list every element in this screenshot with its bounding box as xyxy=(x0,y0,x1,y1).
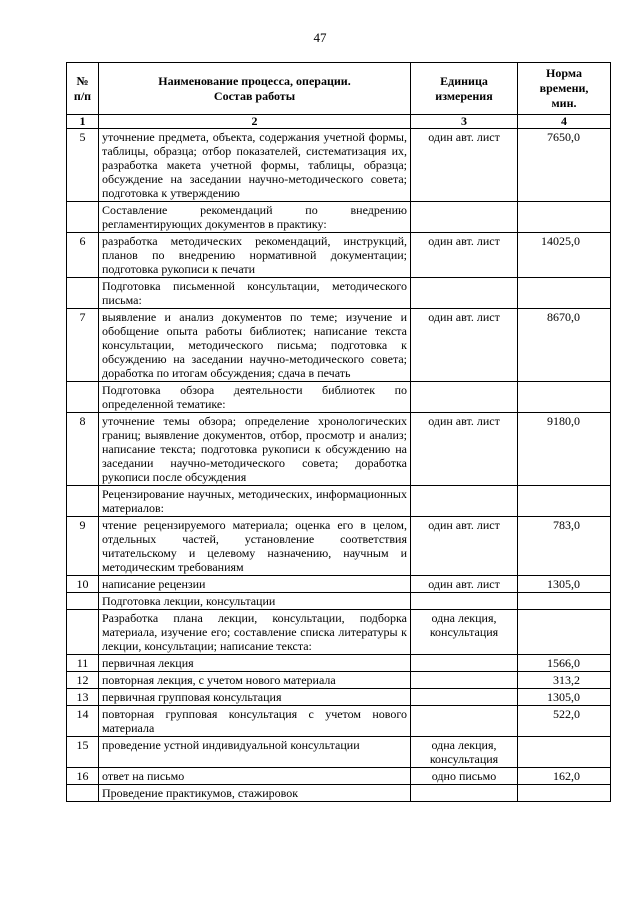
row-unit: одна лекция, консультация xyxy=(411,610,518,655)
page-number: 47 xyxy=(313,30,327,45)
row-description: повторная групповая консультация с учетом нового материала xyxy=(99,706,411,737)
row-number: 6 xyxy=(67,233,99,278)
row-description: написание рецензии xyxy=(99,576,411,593)
row-description: выявление и анализ документов по теме; изучение и обобщение опыта работы библиотек; написание текста консультации, методического письма; подготовка к обсуждению на заседании научно-методического совета; доработка по итогам обсуждения; сдача в печать xyxy=(99,309,411,382)
column-index: 1 xyxy=(67,115,99,129)
row-number: 10 xyxy=(67,576,99,593)
row-time-norm: 7650,0 xyxy=(518,129,611,202)
row-unit xyxy=(411,689,518,706)
row-time-norm xyxy=(518,593,611,610)
table-row xyxy=(67,517,611,576)
row-time-norm: 522,0 xyxy=(518,706,611,737)
row-unit: одна лекция, консультация xyxy=(411,737,518,768)
row-time-norm xyxy=(518,382,611,413)
table-row xyxy=(67,610,611,655)
row-time-norm xyxy=(518,486,611,517)
row-number: 9 xyxy=(67,517,99,576)
row-unit xyxy=(411,672,518,689)
row-time-norm: 1566,0 xyxy=(518,655,611,672)
row-number xyxy=(67,202,99,233)
table-row xyxy=(67,689,611,706)
row-number xyxy=(67,278,99,309)
row-number: 15 xyxy=(67,737,99,768)
row-time-norm xyxy=(518,278,611,309)
row-time-norm: 1305,0 xyxy=(518,689,611,706)
row-unit xyxy=(411,486,518,517)
row-description: чтение рецензируемого материала; оценка его в целом, отдельных частей, установление соответствия читательскому и целевому назначению, научным и методическим требованиям xyxy=(99,517,411,576)
row-description: Подготовка письменной консультации, методического письма: xyxy=(99,278,411,309)
row-description: Составление рекомендаций по внедрению регламентирующих документов в практику: xyxy=(99,202,411,233)
row-description: проведение устной индивидуальной консультации xyxy=(99,737,411,768)
table-row xyxy=(67,233,611,278)
row-description: Рецензирование научных, методических, информационных материалов: xyxy=(99,486,411,517)
row-number: 13 xyxy=(67,689,99,706)
row-unit xyxy=(411,706,518,737)
row-description: повторная лекция, с учетом нового материала xyxy=(99,672,411,689)
row-number xyxy=(67,785,99,802)
row-number xyxy=(67,486,99,517)
row-unit: один авт. лист xyxy=(411,233,518,278)
table-row xyxy=(67,309,611,382)
row-time-norm xyxy=(518,737,611,768)
column-index: 4 xyxy=(518,115,611,129)
row-description: разработка методических рекомендаций, инструкций, планов по внедрению нормативной документации; подготовка рукописи к печати xyxy=(99,233,411,278)
row-unit xyxy=(411,593,518,610)
row-unit: один авт. лист xyxy=(411,129,518,202)
table-row xyxy=(67,785,611,802)
row-time-norm: 313,2 xyxy=(518,672,611,689)
row-unit: одно письмо xyxy=(411,768,518,785)
row-description: первичная лекция xyxy=(99,655,411,672)
row-number: 12 xyxy=(67,672,99,689)
table-body xyxy=(67,129,611,802)
column-index: 2 xyxy=(99,115,411,129)
row-unit xyxy=(411,655,518,672)
row-time-norm xyxy=(518,785,611,802)
row-unit: один авт. лист xyxy=(411,413,518,486)
row-unit: один авт. лист xyxy=(411,517,518,576)
row-number xyxy=(67,593,99,610)
time-norms-table xyxy=(66,62,611,802)
row-number: 16 xyxy=(67,768,99,785)
row-unit xyxy=(411,202,518,233)
table-header-row xyxy=(67,63,611,115)
column-index-row xyxy=(67,115,611,129)
row-description: ответ на письмо xyxy=(99,768,411,785)
table-row xyxy=(67,655,611,672)
column-index: 3 xyxy=(411,115,518,129)
table-row xyxy=(67,202,611,233)
row-number: 14 xyxy=(67,706,99,737)
table-row xyxy=(67,576,611,593)
row-number xyxy=(67,610,99,655)
row-description: уточнение темы обзора; определение хронологических границ; выявление документов, отбор, просмотр и анализ; написание текста; подготовка рукописи к обсуждению на заседании научно-методического совета; доработка рукописи после обсуждения xyxy=(99,413,411,486)
header-unit: Единица измерения xyxy=(411,63,518,115)
row-unit xyxy=(411,278,518,309)
header-number: № п/п xyxy=(67,63,99,115)
row-number: 11 xyxy=(67,655,99,672)
table-row xyxy=(67,129,611,202)
row-description: Разработка плана лекции, консультации, подборка материала, изучение его; составление списка литературы к лекции, консультации; написание текста: xyxy=(99,610,411,655)
row-time-norm: 14025,0 xyxy=(518,233,611,278)
header-time-norm: Норма времени, мин. xyxy=(518,63,611,115)
table-row xyxy=(67,593,611,610)
table-row xyxy=(67,768,611,785)
row-time-norm: 1305,0 xyxy=(518,576,611,593)
row-time-norm: 9180,0 xyxy=(518,413,611,486)
table-row xyxy=(67,382,611,413)
row-description: уточнение предмета, объекта, содержания учетной формы, таблицы, образца; отбор показателей, систематизация их, разработка макета учетной формы, таблицы, образца; обсуждение на заседании научно-методического совета; подготовка к утверждению xyxy=(99,129,411,202)
row-unit xyxy=(411,785,518,802)
row-unit: один авт. лист xyxy=(411,309,518,382)
row-number: 7 xyxy=(67,309,99,382)
table-row xyxy=(67,413,611,486)
row-description: Подготовка лекции, консультации xyxy=(99,593,411,610)
row-unit xyxy=(411,382,518,413)
table-row xyxy=(67,278,611,309)
row-unit: один авт. лист xyxy=(411,576,518,593)
row-description: Подготовка обзора деятельности библиотек по определенной тематике: xyxy=(99,382,411,413)
row-description: первичная групповая консультация xyxy=(99,689,411,706)
row-number: 5 xyxy=(67,129,99,202)
header-process-name: Наименование процесса, операции. Состав работы xyxy=(99,63,411,115)
table-row xyxy=(67,672,611,689)
table-row xyxy=(67,706,611,737)
table-row xyxy=(67,486,611,517)
row-description: Проведение практикумов, стажировок xyxy=(99,785,411,802)
row-time-norm xyxy=(518,610,611,655)
row-time-norm xyxy=(518,202,611,233)
row-time-norm: 162,0 xyxy=(518,768,611,785)
table-row xyxy=(67,737,611,768)
row-number: 8 xyxy=(67,413,99,486)
row-time-norm: 8670,0 xyxy=(518,309,611,382)
row-number xyxy=(67,382,99,413)
row-time-norm: 783,0 xyxy=(518,517,611,576)
